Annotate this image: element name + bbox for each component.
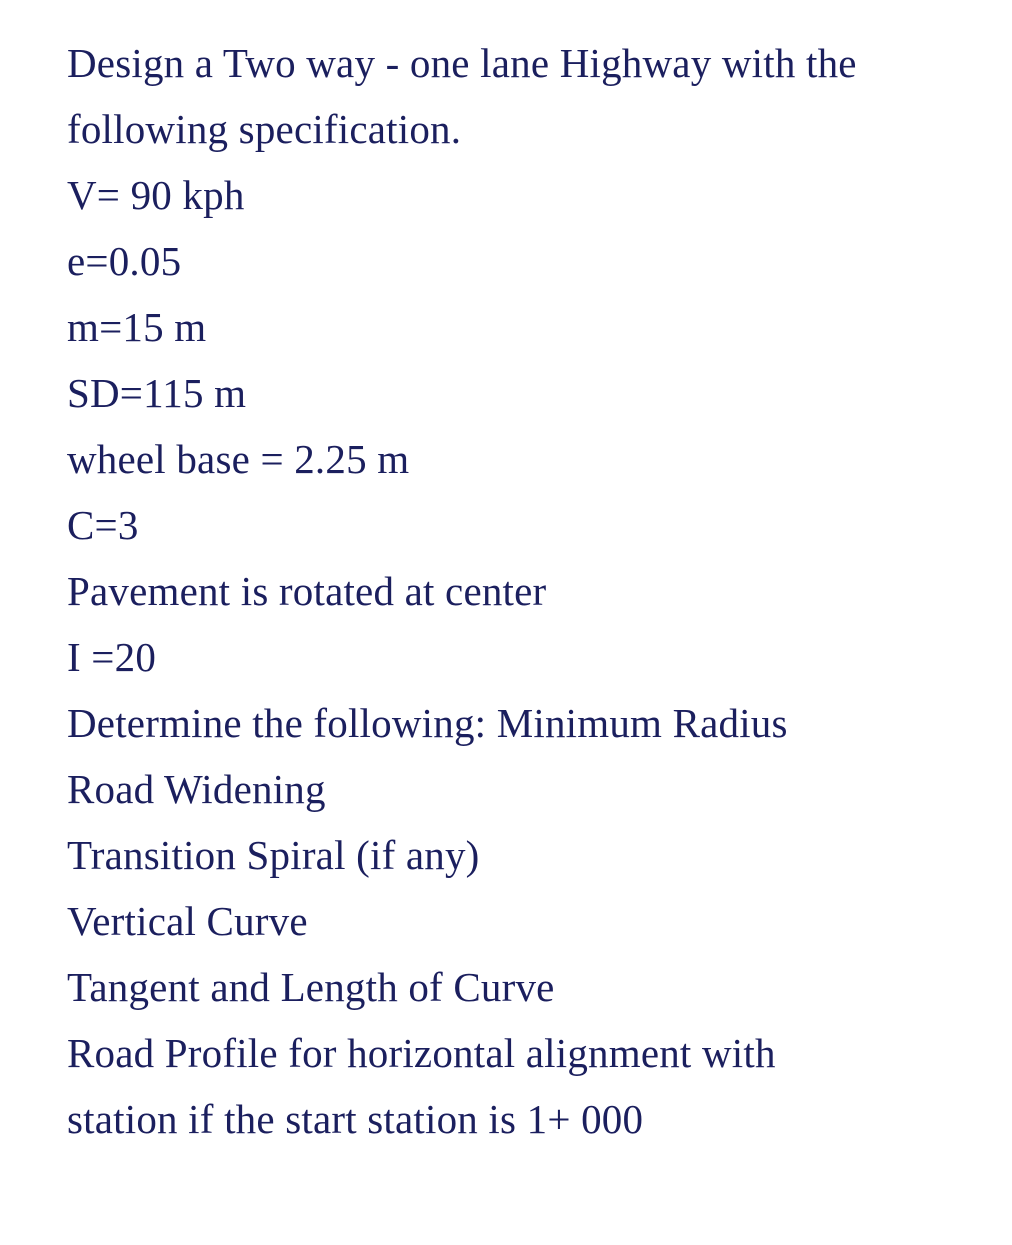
intro-line-2: following specification. <box>67 106 462 152</box>
item-transition-spiral: Transition Spiral (if any) <box>67 832 480 878</box>
spec-wheel-base: wheel base = 2.25 m <box>67 436 410 482</box>
spec-speed: V= 90 kph <box>67 172 245 218</box>
problem-text <box>67 30 987 1152</box>
spec-sight-distance: SD=115 m <box>67 370 247 416</box>
spec-m: m=15 m <box>67 304 207 350</box>
item-road-profile-line-2: station if the start station is 1+ 000 <box>67 1096 644 1142</box>
spec-superelevation: e=0.05 <box>67 238 182 284</box>
spec-pavement: Pavement is rotated at center <box>67 568 547 614</box>
item-vertical-curve: Vertical Curve <box>67 898 308 944</box>
spec-i: I =20 <box>67 634 157 680</box>
item-tangent-length: Tangent and Length of Curve <box>67 964 555 1010</box>
item-road-profile-line-1: Road Profile for horizontal alignment with <box>67 1030 776 1076</box>
spec-c: C=3 <box>67 502 139 548</box>
item-road-widening: Road Widening <box>67 766 326 812</box>
intro-line-1: Design a Two way - one lane Highway with the <box>67 40 857 86</box>
determine-line: Determine the following: Minimum Radius <box>67 700 788 746</box>
